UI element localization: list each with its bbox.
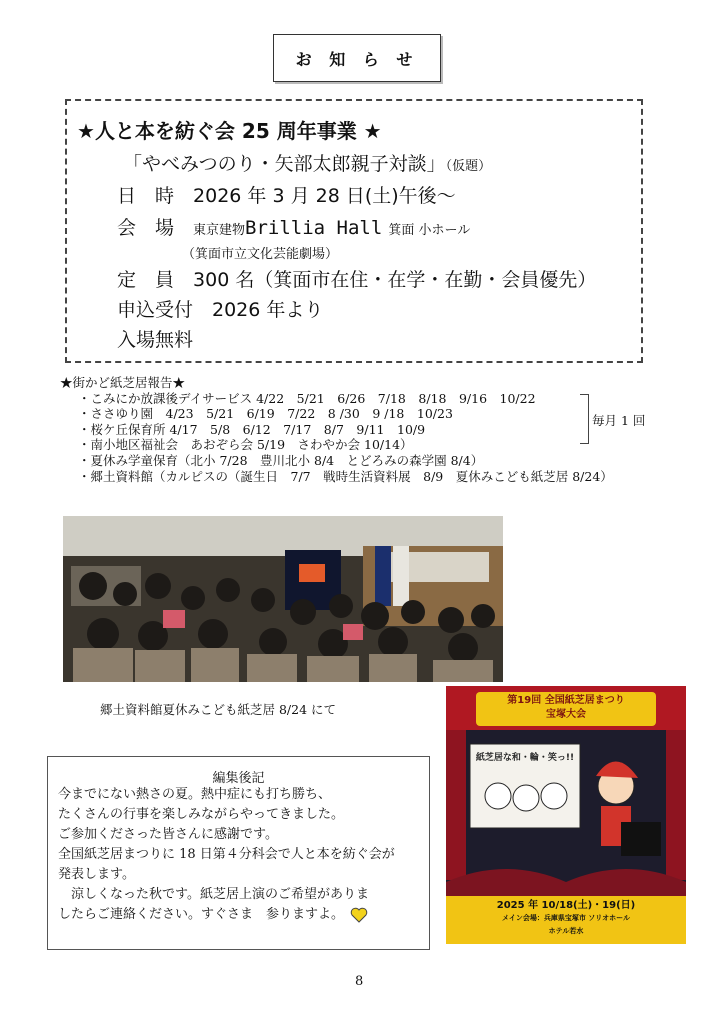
event-application: 申込受付 2026 年より [117,299,324,321]
editor-note-line: 全国紙芝居まつりに 18 日第４分科会で人と本を紡ぐ会が [58,847,395,862]
report-item: ・南小地区福祉会 あおぞら会 5/19 さわやか会 10/14） [78,437,413,453]
page-number: 8 [355,974,364,989]
event-admission: 入場無料 [117,329,194,351]
editor-note-body [58,785,424,925]
monthly-bracket [580,394,589,444]
editor-note-line: ご参加くださった皆さんに感謝です。 [58,827,278,842]
report-item: ・桜ケ丘保育所 4/17 5/8 6/12 7/17 8/7 9/11 10/9 [78,421,426,437]
editor-note-title: 編集後記 [212,771,265,786]
star-icon: ★ [77,119,95,143]
poster-title: 第19回 全国紙芝居まつり 宝塚大会 [507,695,625,720]
event-venue: 会 場 東京建物Brillia Hall 箕面 小ホール [117,217,471,239]
monthly-note: 毎月 1 回 [592,413,646,428]
star-icon: ★ [363,119,382,143]
audience-photo-illustration [63,516,503,682]
festival-poster [446,686,686,944]
event-date: 日 時 2026 年 3 月 28 日(土)午後〜 [117,185,456,207]
editor-note-line: 涼しくなった秋です。紙芝居上演のご希望がありま [58,887,369,902]
event-announcement-box [65,99,643,363]
heart-icon [350,907,368,923]
poster-info: 2025 年 10/18(土)・19(日) メイン会場：兵庫県宝塚市 ソリオホール ホテル若水 [496,900,636,935]
editor-note-line: 今までにない熱さの夏。熱中症にも打ち勝ち、 [58,787,332,802]
report-item: ・郷土資料館（カルピスの（誕生日 7/7 戦時生活資料展 8/9 夏休みこども紙芝居 8/24） [78,468,613,484]
street-report [60,375,700,484]
editor-note-line-last: したらご連絡ください。すぐさま 参りますよ。 [58,905,424,925]
photo-caption: 郷土資料館夏休みこども紙芝居 8/24 にて [100,702,337,717]
editor-note-box [47,756,430,950]
event-subtitle: 「やべみつのり・矢部太郎親子対談」（仮題） [123,153,492,175]
notice-header [273,34,441,82]
event-photo [63,516,503,682]
event-capacity: 定 員 300 名（箕面市在住・在学・在勤・会員優先） [117,269,597,291]
notice-title: お 知 ら せ [295,49,419,69]
report-item: ・こみにか放課後デイサービス 4/22 5/21 6/26 7/18 8/18 9/16 10/22 [78,390,536,406]
event-heading: ★人と本を紡ぐ会 25 周年事業 ★ [77,119,382,143]
report-item: ・ささゆり園 4/23 5/21 6/19 7/22 8 /30 9 /18 10/23 [78,406,453,422]
editor-note-line: 発表します。 [58,867,135,882]
poster-slogan: 紙芝居な和・輪・笑っ!! [475,753,575,763]
report-title: ★街かど紙芝居報告★ [60,375,186,390]
editor-note-line: たくさんの行事を楽しみながらやってきました。 [58,807,345,822]
event-venue-sub: （箕面市立文化芸能劇場） [182,247,339,262]
report-item: ・夏休み学童保育（北小 7/28 豊川北小 8/4 とどろみの森学園 8/4） [78,452,484,468]
